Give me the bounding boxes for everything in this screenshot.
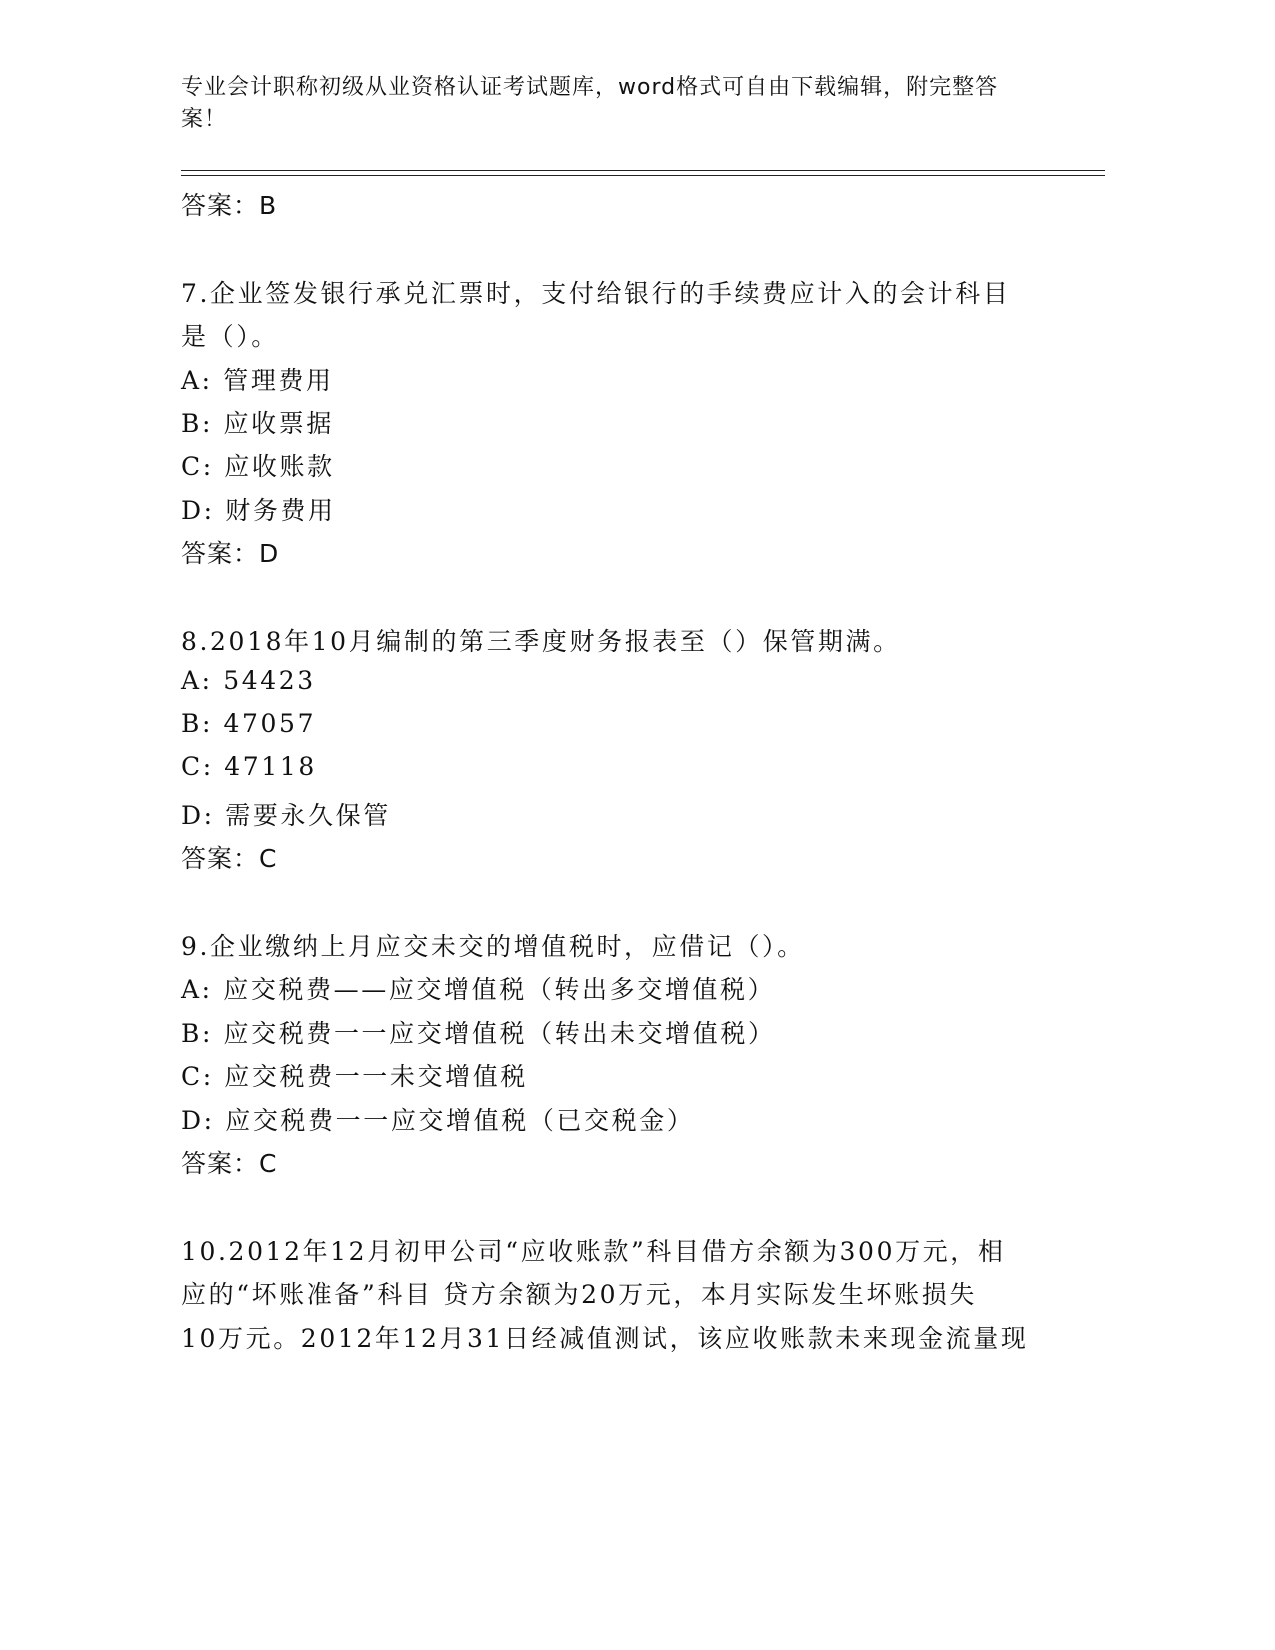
question-9-option-d: D: 应交税费一一应交增值税（已交税金） <box>181 1106 695 1135</box>
question-9-answer: 答案：C <box>181 1149 278 1178</box>
question-9-stem-line-1: 9.企业缴纳上月应交未交的增值税时，应借记（）。 <box>181 932 805 961</box>
question-8-option-b: B: 47057 <box>181 709 317 738</box>
previous-answer: 答案：B <box>181 191 278 220</box>
question-8-option-d: D: 需要永久保管 <box>181 801 391 830</box>
header-rule-top <box>181 170 1105 171</box>
question-7-stem-line-1: 7.企业签发银行承兑汇票时，支付给银行的手续费应计入的会计科目 <box>181 279 1011 308</box>
question-7-stem-line-2: 是（）。 <box>181 322 279 351</box>
question-7-option-a: A: 管理费用 <box>181 366 334 395</box>
question-8-option-c: C: 47118 <box>181 752 317 781</box>
question-8-answer: 答案：C <box>181 844 278 873</box>
question-10-stem-line-3: 10万元。2012年12月31日经减值测试，该应收账款未来现金流量现 <box>181 1324 1029 1353</box>
header-rule-bottom <box>181 175 1105 176</box>
question-9-option-c: C: 应交税费一一未交增值税 <box>181 1062 528 1091</box>
document-header: 专业会计职称初级从业资格认证考试题库，word格式可自由下载编辑，附完整答案！ <box>181 75 999 132</box>
question-10-stem-line-1: 10.2012年12月初甲公司“应收账款”科目借方余额为300万元，相 <box>181 1237 1006 1266</box>
question-7-answer: 答案：D <box>181 539 280 568</box>
question-7-option-d: D: 财务费用 <box>181 496 336 525</box>
question-9-option-a: A: 应交税费——应交增值税（转出多交增值税） <box>181 975 776 1004</box>
question-9-option-b: B: 应交税费一一应交增值税（转出未交增值税） <box>181 1019 776 1048</box>
question-8-option-a: A: 54423 <box>181 666 316 695</box>
question-10-stem-line-2: 应的“坏账准备”科目 贷方余额为20万元，本月实际发生坏账损失 <box>181 1280 977 1309</box>
question-7-option-c: C: 应收账款 <box>181 452 335 481</box>
question-7-option-b: B: 应收票据 <box>181 409 334 438</box>
question-8-stem-line-1: 8.2018年10月编制的第三季度财务报表至（）保管期满。 <box>181 627 901 656</box>
